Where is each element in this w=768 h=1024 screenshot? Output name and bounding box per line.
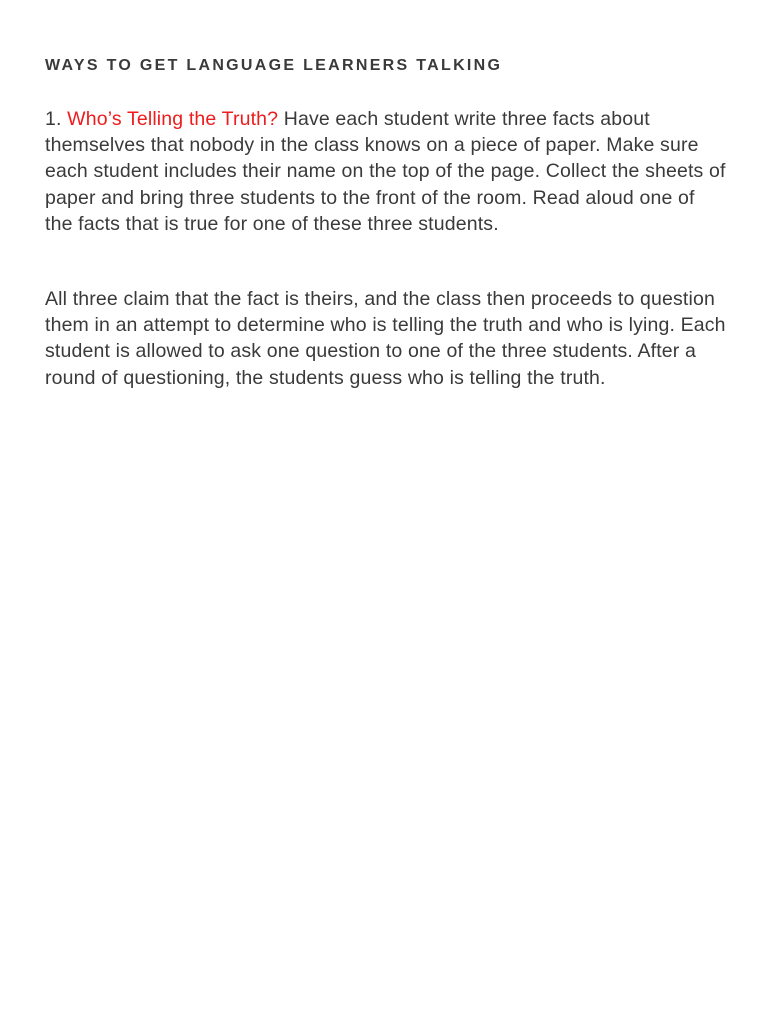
paragraph-2: All three claim that the fact is theirs, and the class then proceeds to question them in an attempt to determine who is telling the truth and who is lying. Each student is allowed to ask one question to one of the three students. After a round of questioning, the students guess who is telling the truth. [45,288,726,389]
item-body: Have each student write three facts about themselves that nobody in the class knows on a piece of paper. Make sure each student includes their name on the top of the page. Collect the sheets of paper and bring three students to the front of the room. Read aloud one of the facts that is true for one of these three students. [45,108,726,235]
paragraph-item-1 [45,106,727,237]
item-title-highlight: Who’s Telling the Truth? [67,108,279,130]
item-number: 1. [45,108,62,130]
page-heading: WAYS TO GET LANGUAGE LEARNERS TALKING [45,57,503,74]
